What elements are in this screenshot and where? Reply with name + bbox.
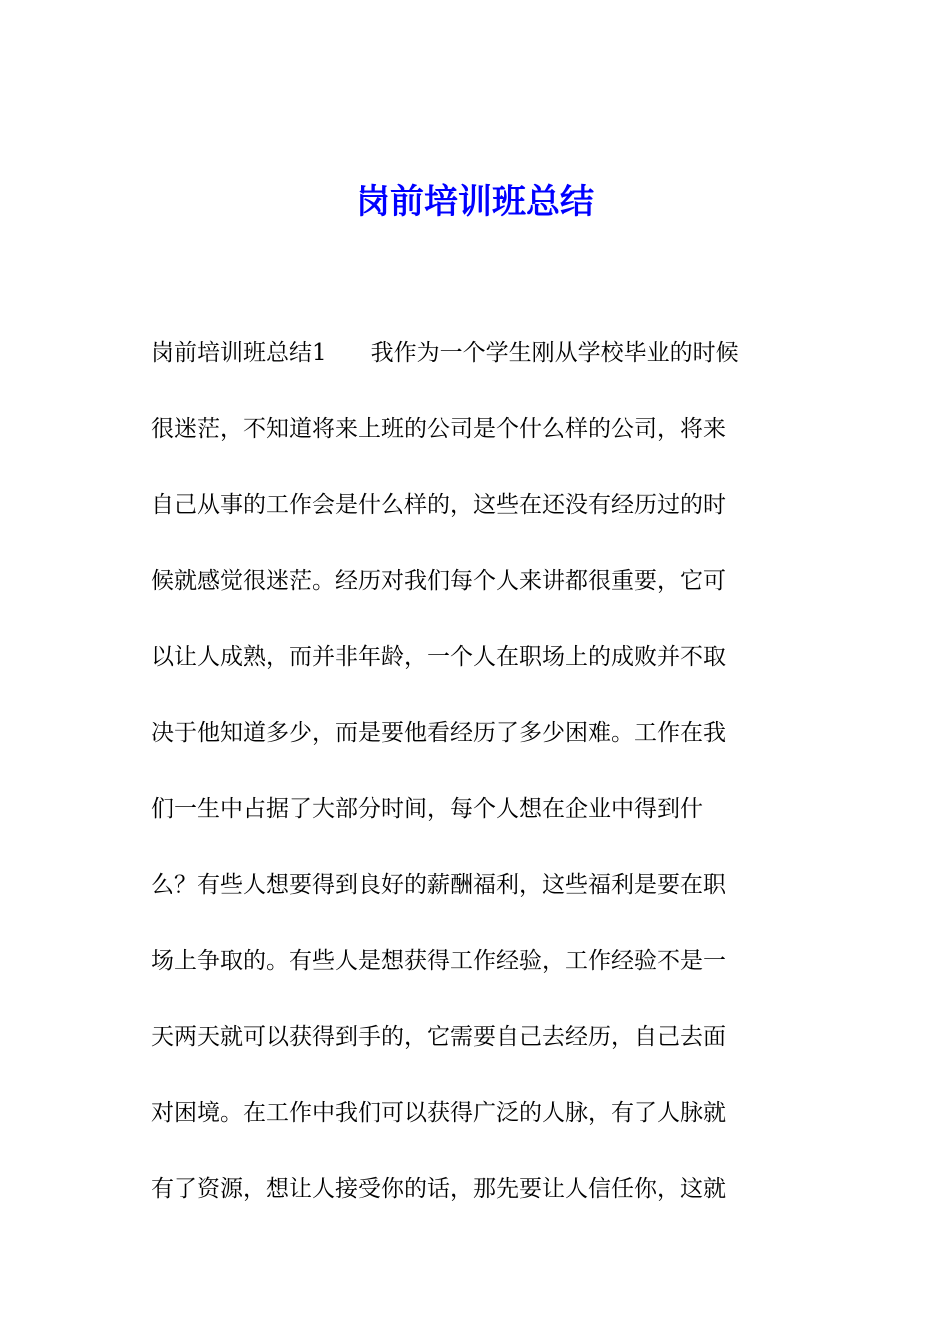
section-heading: 岗前培训班总结1	[151, 340, 327, 366]
body-line-1	[151, 327, 811, 403]
body-line-3: 自己从事的工作会是什么样的，这些在还没有经历过的时	[151, 492, 726, 518]
body-line-8: 么？有些人想要得到良好的薪酬福利，这些福利是要在职	[151, 872, 726, 898]
body-line-7: 们一生中占据了大部分时间，每个人想在企业中得到什	[151, 796, 703, 822]
body-line-11: 对困境。在工作中我们可以获得广泛的人脉，有了人脉就	[151, 1100, 726, 1126]
body-line-2: 很迷茫，不知道将来上班的公司是个什么样的公司，将来	[151, 416, 726, 442]
body-line-6: 决于他知道多少，而是要他看经历了多少困难。工作在我	[151, 720, 726, 746]
document-title: 岗前培训班总结	[356, 182, 594, 222]
body-line-12: 有了资源，想让人接受你的话，那先要让人信任你，这就	[151, 1176, 726, 1202]
body-line-text: 我作为一个学生刚从学校毕业的时候	[370, 340, 739, 366]
body-line-9: 场上争取的。有些人是想获得工作经验，工作经验不是一	[151, 948, 726, 974]
body-line-5: 以让人成熟，而并非年龄，一个人在职场上的成败并不取	[151, 644, 726, 670]
body-line-4: 候就感觉很迷茫。经历对我们每个人来讲都很重要，它可	[151, 568, 726, 594]
document-body	[151, 327, 811, 1239]
body-line-10: 天两天就可以获得到手的，它需要自己去经历，自己去面	[151, 1024, 726, 1050]
